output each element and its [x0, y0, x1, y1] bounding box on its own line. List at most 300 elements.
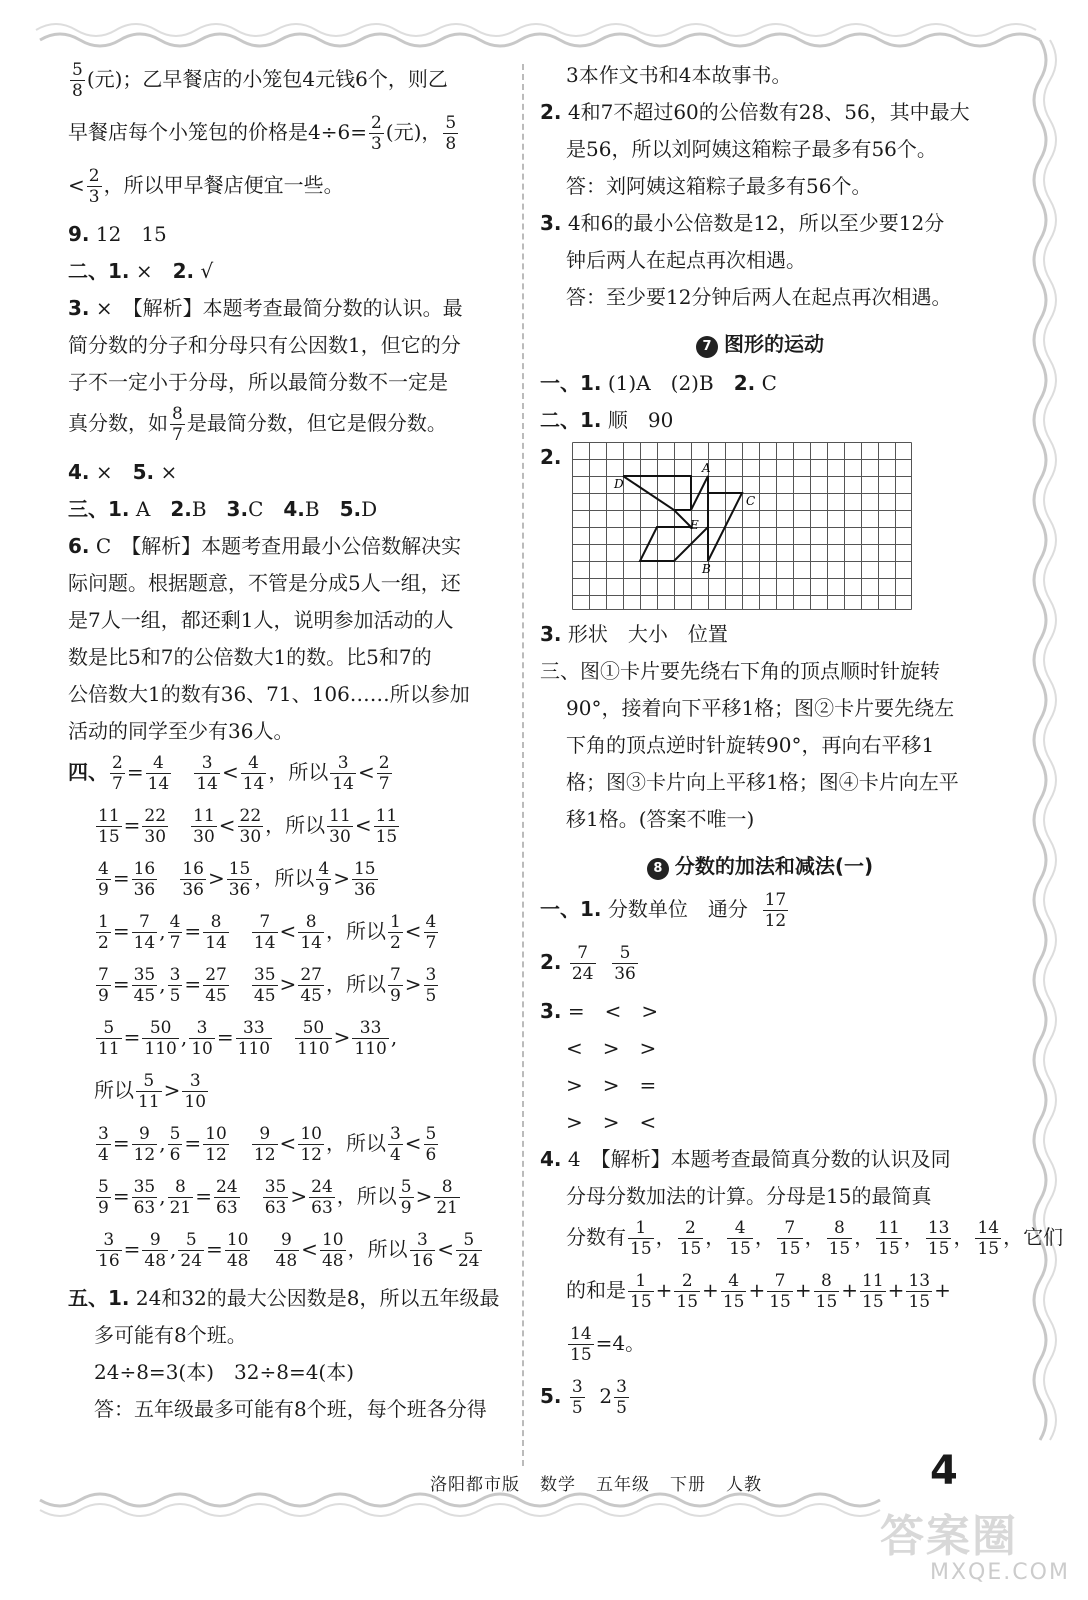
- num: 5: [456, 1230, 482, 1251]
- den: 14: [242, 774, 265, 794]
- num: 2: [88, 166, 100, 186]
- fraction: [136, 1071, 162, 1112]
- compare-row-9: [68, 1230, 508, 1271]
- r7-a4: [540, 619, 980, 649]
- q-number: 5.: [132, 460, 155, 484]
- den: 15: [570, 1345, 592, 1365]
- num: 2: [678, 1218, 704, 1239]
- op: =: [184, 919, 202, 943]
- den: 12: [300, 1145, 322, 1165]
- text: > > <: [566, 1110, 657, 1134]
- den: 24: [457, 1251, 480, 1271]
- watermark-logo: 答案圈: [880, 1511, 1018, 1562]
- text: D: [361, 497, 378, 521]
- footer-subject: 数学: [540, 1475, 576, 1495]
- den: 36: [228, 880, 251, 900]
- text: ,: [159, 919, 166, 943]
- fraction: [456, 1230, 482, 1271]
- fraction: [309, 1177, 335, 1218]
- circle-number-icon: 7: [696, 336, 718, 358]
- text: 分数有: [566, 1225, 626, 1249]
- num: 4: [318, 859, 330, 879]
- text: 所以: [94, 1078, 134, 1102]
- text: ,: [390, 1025, 398, 1049]
- left-column: [68, 60, 508, 1431]
- op: <: [301, 1237, 318, 1261]
- label-b: B: [701, 562, 711, 576]
- num: 4: [169, 912, 181, 932]
- op: <: [404, 919, 422, 943]
- text: ,: [180, 1025, 188, 1049]
- fraction: [926, 1218, 952, 1259]
- den: 6: [425, 1145, 437, 1165]
- den: 36: [353, 880, 376, 900]
- num: 16: [133, 859, 156, 879]
- fraction: [132, 912, 158, 953]
- den: 15: [862, 1292, 884, 1312]
- op: <: [218, 813, 236, 837]
- fraction: [628, 1218, 654, 1259]
- num: 7: [777, 1218, 803, 1239]
- num: 10: [300, 1124, 322, 1144]
- q-number: 3.: [540, 622, 562, 646]
- num: 1: [628, 1271, 654, 1292]
- fraction: [876, 1218, 902, 1259]
- den: 6: [169, 1145, 181, 1165]
- den: 15: [630, 1292, 652, 1312]
- fraction: [674, 1271, 700, 1312]
- den: 5: [425, 986, 437, 1006]
- num: 3: [194, 753, 220, 774]
- op: =: [112, 1184, 130, 1208]
- line-l1: [68, 60, 508, 101]
- text: 形状 大小 位置: [567, 622, 728, 646]
- op: >: [207, 866, 225, 890]
- fraction: [327, 806, 353, 847]
- op: >: [163, 1078, 181, 1102]
- fraction: [96, 1177, 111, 1218]
- num: 11: [375, 806, 398, 826]
- right-column: [540, 60, 1064, 1430]
- op: >: [333, 866, 350, 890]
- num: 8: [434, 1177, 460, 1198]
- fraction: [827, 1218, 853, 1259]
- text: 答：刘阿姨这箱粽子最多有56个。: [566, 174, 872, 198]
- text: 答：至少要12分钟后两人在起点再次相遇。: [566, 285, 952, 309]
- answer-9: [68, 219, 508, 249]
- text: 4和7不超过60的公倍数有28、56，其中最大: [567, 100, 970, 124]
- num: 5: [425, 1124, 437, 1144]
- num: 2: [674, 1271, 700, 1292]
- r-line1: [540, 60, 980, 90]
- fraction: [227, 859, 253, 900]
- op: =: [206, 1237, 223, 1261]
- den: 9: [98, 986, 109, 1006]
- section-2-answers: [68, 256, 508, 286]
- num: 17: [764, 890, 787, 910]
- den: 16: [411, 1251, 434, 1271]
- den: 15: [769, 1292, 791, 1312]
- compare-row-1: [68, 753, 508, 794]
- num: 11: [329, 806, 351, 826]
- num: 3: [410, 1230, 436, 1251]
- fraction: [70, 60, 85, 101]
- op: +: [655, 1278, 673, 1302]
- den: 63: [264, 1198, 287, 1218]
- text: < > >: [566, 1036, 657, 1060]
- text: 4 【解析】本题考查最简真分数的认识及同: [567, 1147, 951, 1171]
- r-q3-line1: [540, 208, 980, 238]
- section-label: 四、: [68, 760, 108, 784]
- num: 7: [252, 912, 278, 933]
- den: 15: [679, 1239, 702, 1259]
- den: 110: [354, 1039, 387, 1059]
- fraction: [298, 965, 324, 1006]
- num: 9: [252, 1124, 278, 1145]
- num: 2: [378, 753, 390, 773]
- line-l2: [68, 113, 508, 154]
- num: 1: [98, 912, 109, 932]
- op: =: [123, 813, 141, 837]
- num: 4: [98, 859, 109, 879]
- q-number: 2.: [170, 497, 192, 521]
- op: >: [279, 972, 297, 996]
- text: ，: [754, 1225, 775, 1249]
- q-number: 2.: [172, 259, 195, 283]
- fraction: [814, 1271, 840, 1312]
- text: 下角的顶点逆时针旋转90°，再向右平移1: [566, 733, 935, 757]
- text: 90°，接着向下平移1格；图②卡片要先绕左: [566, 696, 955, 720]
- den: 63: [133, 1198, 156, 1218]
- num: 13: [927, 1218, 950, 1238]
- op: +: [841, 1278, 859, 1302]
- den: 3: [88, 187, 100, 207]
- fraction: [263, 1177, 289, 1218]
- text: 24÷8=3(本) 32÷8=4(本): [94, 1360, 355, 1384]
- text: 简分数的分子和分母只有公因数1，但它的分: [68, 333, 461, 357]
- text: ，: [655, 1225, 676, 1249]
- num: 22: [144, 806, 167, 826]
- fraction: [96, 912, 111, 953]
- den: 45: [133, 986, 156, 1006]
- footer: [430, 1470, 782, 1495]
- den: 10: [191, 1039, 213, 1059]
- den: 9: [98, 880, 109, 900]
- q-number: 3.: [68, 296, 90, 320]
- num: 24: [311, 1177, 333, 1197]
- footer-publisher: 人教: [726, 1475, 762, 1495]
- op: <: [221, 760, 239, 784]
- title-text: 分数的加法和减法(一): [674, 854, 874, 878]
- text: 早餐店每个小笼包的价格是4÷6=: [68, 120, 367, 144]
- fraction: [168, 965, 183, 1006]
- text: 移1格。(答案不唯一): [566, 807, 755, 831]
- text: ，它们: [1003, 1225, 1064, 1249]
- r8-b4-line2: [540, 1181, 980, 1211]
- num: 8: [814, 1271, 840, 1292]
- op: <: [437, 1237, 454, 1261]
- fraction: [612, 943, 638, 984]
- text: ，所以: [325, 919, 386, 943]
- den: 36: [133, 880, 156, 900]
- den: 9: [318, 880, 330, 900]
- num: 7: [132, 912, 158, 933]
- compare-row-5: [68, 965, 508, 1006]
- fraction: [142, 1018, 178, 1059]
- circle-number-icon: 8: [647, 858, 669, 880]
- den: 30: [239, 827, 262, 847]
- fraction: [424, 1124, 439, 1165]
- num: 3: [389, 1124, 401, 1144]
- fraction: [96, 1124, 111, 1165]
- num: 5: [612, 943, 638, 964]
- num: 3: [96, 1230, 122, 1251]
- op: =: [195, 1184, 212, 1208]
- r8-b3-row1: [540, 996, 980, 1026]
- den: 12: [205, 1145, 227, 1165]
- fraction: [132, 965, 158, 1006]
- num: 3: [330, 753, 356, 774]
- text: B: [191, 497, 227, 521]
- title-text: 图形的运动: [724, 332, 824, 356]
- num: 4: [241, 753, 267, 774]
- den: 7: [378, 774, 390, 794]
- fraction: [274, 1230, 300, 1271]
- text: 答：五年级最多可能有8个班，每个班各分得: [94, 1397, 487, 1421]
- num: 11: [862, 1271, 884, 1291]
- den: 21: [436, 1198, 458, 1218]
- text: ，所以: [325, 972, 386, 996]
- num: 9: [142, 1230, 168, 1251]
- text: ，所以甲早餐店便宜一些。: [103, 173, 344, 197]
- section-label: 一、1.: [540, 897, 602, 921]
- q-number: 2.: [733, 371, 756, 395]
- den: 15: [722, 1292, 745, 1312]
- den: 15: [927, 1239, 950, 1259]
- den: 12: [133, 1145, 156, 1165]
- num: 3: [182, 1071, 208, 1092]
- den: 48: [275, 1251, 298, 1271]
- fraction: [178, 1230, 204, 1271]
- compare-row-2: [68, 806, 508, 847]
- den: 14: [133, 933, 156, 953]
- fraction: [168, 912, 183, 953]
- footer-volume: 下册: [670, 1475, 706, 1495]
- den: 9: [389, 986, 401, 1006]
- op: <: [358, 760, 375, 784]
- r7-a5-line4: [540, 767, 980, 797]
- q-number: 5.: [540, 1384, 562, 1408]
- fraction: [96, 1230, 122, 1271]
- fraction: [238, 806, 264, 847]
- num: 7: [767, 1271, 793, 1292]
- text: 际问题。根据题意，不管是分成5人一组，还: [68, 571, 461, 595]
- den: 30: [329, 827, 351, 847]
- section-label: 三、1.: [68, 497, 130, 521]
- fraction: [388, 912, 403, 953]
- fraction: [132, 859, 158, 900]
- den: 15: [878, 1239, 900, 1259]
- section-5-line1: [68, 1283, 508, 1313]
- num: 2: [112, 753, 123, 773]
- text: 3本作文书和4本故事书。: [566, 63, 792, 87]
- fraction: [132, 1177, 158, 1218]
- op: <: [279, 1131, 297, 1155]
- text: ，所以: [336, 1184, 397, 1208]
- fraction: [298, 912, 324, 953]
- fraction: [194, 753, 220, 794]
- num: 35: [133, 1177, 156, 1197]
- answer-6-line1: [68, 531, 508, 561]
- r-q2-line1: [540, 97, 980, 127]
- den: 14: [253, 933, 276, 953]
- text: =4。: [595, 1331, 646, 1355]
- den: 30: [193, 827, 215, 847]
- fraction: [443, 113, 458, 154]
- den: 4: [389, 1145, 401, 1165]
- text: ，: [854, 1225, 875, 1249]
- den: 15: [908, 1292, 931, 1312]
- den: 15: [977, 1239, 1000, 1259]
- fraction: [570, 1377, 585, 1418]
- op: =: [184, 1131, 202, 1155]
- fraction: [352, 1018, 388, 1059]
- section-label: 一、1.: [540, 371, 602, 395]
- fraction: [628, 1271, 654, 1312]
- num: 10: [226, 1230, 249, 1250]
- den: 15: [729, 1239, 751, 1259]
- op: +: [934, 1278, 951, 1302]
- text: 顺 90: [607, 408, 674, 432]
- den: 24: [180, 1251, 203, 1271]
- compare-row-3: [68, 859, 508, 900]
- text: 是56，所以刘阿姨这箱粽子最多有56个。: [566, 137, 937, 161]
- section-5-line4: [68, 1394, 508, 1424]
- text: <: [68, 173, 85, 197]
- num: 5: [136, 1071, 162, 1092]
- fraction: [721, 1271, 747, 1312]
- r7-a5-line5: [540, 804, 980, 834]
- text: 分母分数加法的计算。分母是15的最简真: [566, 1184, 932, 1208]
- num: 5: [400, 1177, 412, 1197]
- num: 11: [193, 806, 215, 826]
- op: <: [354, 813, 372, 837]
- num: 8: [298, 912, 324, 933]
- text: = < >: [567, 999, 659, 1023]
- num: 1: [628, 1218, 654, 1239]
- text: (元)；乙早餐店的小笼包4元钱6个，则乙: [86, 67, 448, 91]
- den: 8: [72, 81, 83, 101]
- den: 2: [98, 933, 109, 953]
- section-label: 五、1.: [68, 1286, 130, 1310]
- den: 8: [445, 134, 457, 154]
- num: 8: [172, 404, 183, 424]
- text: C: [248, 497, 284, 521]
- compare-row-7: [68, 1124, 508, 1165]
- text: 24和32的最大公因数是8，所以五年级最: [135, 1286, 500, 1310]
- den: 7: [425, 933, 437, 953]
- r8-b4-line1: [540, 1144, 980, 1174]
- compare-row-6b: [68, 1071, 508, 1112]
- fraction: [330, 753, 356, 794]
- den: 48: [226, 1251, 249, 1271]
- column-divider: [522, 64, 524, 1466]
- num: 7: [570, 943, 596, 964]
- den: 15: [676, 1292, 699, 1312]
- q-number: 4.: [68, 460, 90, 484]
- fraction: [352, 859, 378, 900]
- fraction: [252, 1124, 278, 1165]
- num: 14: [570, 1324, 592, 1344]
- fraction: [678, 1218, 704, 1259]
- fraction: [236, 1018, 272, 1059]
- num: 5: [72, 60, 83, 80]
- text: 三、图①卡片要先绕右下角的顶点顺时针旋转: [540, 659, 940, 683]
- line-l3: [68, 166, 508, 207]
- text: 的和是: [566, 1278, 626, 1302]
- op: =: [123, 1237, 141, 1261]
- op: >: [333, 1025, 351, 1049]
- den: 9: [98, 1198, 109, 1218]
- op: >: [404, 972, 422, 996]
- fraction: [320, 1230, 346, 1271]
- den: 15: [828, 1239, 851, 1259]
- q-number: 2.: [540, 950, 562, 974]
- text: ,: [170, 1237, 177, 1261]
- op: =: [112, 919, 130, 943]
- num: 5: [98, 1177, 109, 1197]
- text: 格；图③卡片向上平移1格；图④卡片向左平: [566, 770, 959, 794]
- fraction: [96, 1018, 122, 1059]
- page-number: 4: [930, 1448, 958, 1494]
- num: 5: [178, 1230, 204, 1251]
- num: 3: [616, 1377, 627, 1397]
- den: 45: [300, 986, 322, 1006]
- r7-a5-line3: [540, 730, 980, 760]
- op: =: [112, 866, 130, 890]
- num: 9: [274, 1230, 300, 1251]
- den: 16: [98, 1251, 120, 1271]
- num: 4: [721, 1271, 747, 1292]
- q-number: 4.: [540, 1147, 562, 1171]
- den: 11: [98, 1039, 120, 1059]
- answer-6-line3: [68, 605, 508, 635]
- den: 7: [112, 774, 123, 794]
- num: 27: [205, 965, 227, 985]
- den: 14: [300, 933, 322, 953]
- q-number: 5.: [339, 497, 362, 521]
- den: 48: [321, 1251, 344, 1271]
- num: 8: [827, 1218, 853, 1239]
- r8-b4-line5: [540, 1324, 980, 1365]
- fraction: [295, 1018, 331, 1059]
- fraction: [182, 1071, 208, 1112]
- den: 7: [172, 425, 183, 445]
- section-label: 二、1.: [540, 408, 602, 432]
- den: 7: [169, 933, 181, 953]
- label-c: C: [745, 494, 756, 508]
- text: 分数单位 通分: [607, 897, 748, 921]
- text: 真分数，如: [68, 411, 168, 435]
- den: 63: [216, 1198, 238, 1218]
- text: ，: [705, 1225, 726, 1249]
- fraction: [727, 1218, 753, 1259]
- text: 钟后两人在起点再次相遇。: [566, 248, 806, 272]
- den: 110: [144, 1039, 177, 1059]
- footer-grade: 五年级: [596, 1475, 650, 1495]
- text: ×: [135, 259, 173, 283]
- den: 2: [389, 933, 401, 953]
